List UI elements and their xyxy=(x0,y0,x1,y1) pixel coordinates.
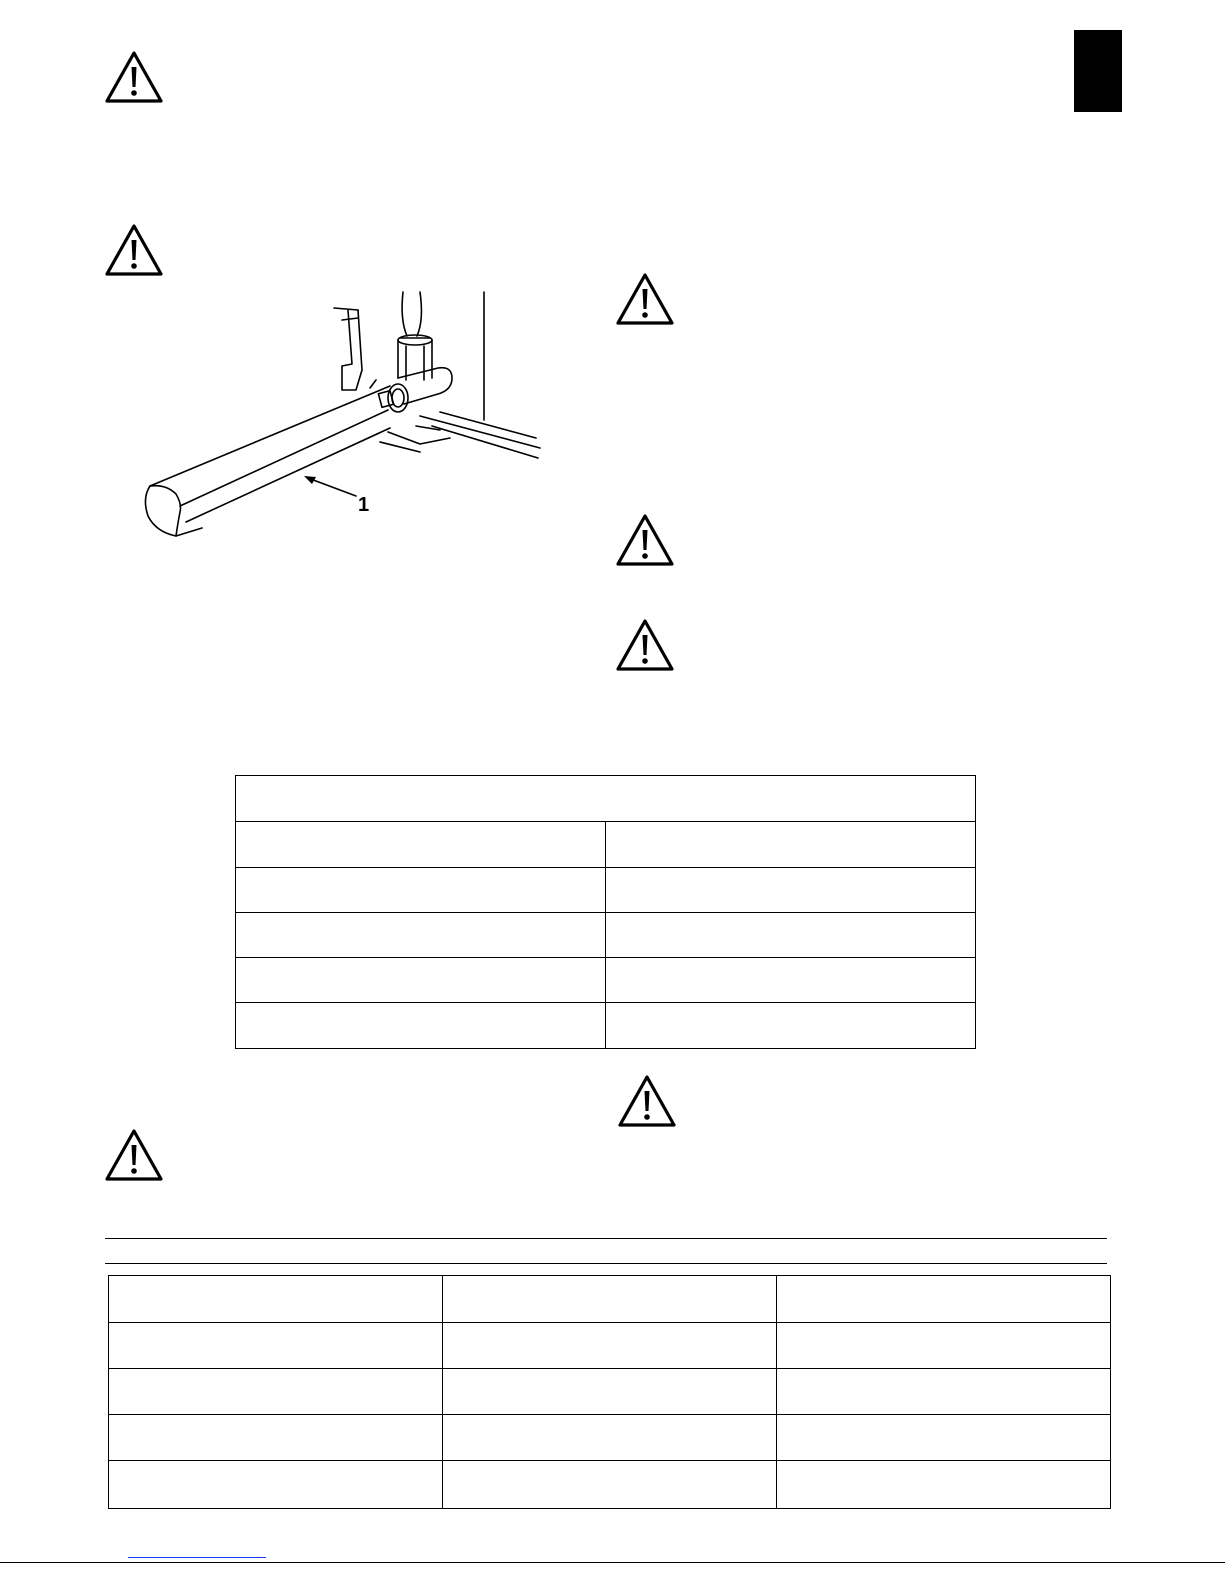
table-cell xyxy=(606,868,976,913)
table-cell xyxy=(606,1003,976,1049)
table-cell xyxy=(777,1323,1111,1369)
table-cell xyxy=(443,1369,777,1415)
warning-triangle-icon xyxy=(615,272,675,326)
table-cell xyxy=(443,1415,777,1461)
table-cell xyxy=(236,958,606,1003)
footer-rule xyxy=(0,1562,1225,1563)
table-cell xyxy=(109,1461,443,1509)
table-cell xyxy=(109,1415,443,1461)
lower-table xyxy=(108,1275,1111,1509)
table-cell xyxy=(606,822,976,868)
table-cell xyxy=(109,1276,443,1323)
table-cell xyxy=(443,1276,777,1323)
table-cell xyxy=(443,1461,777,1509)
warning-triangle-icon xyxy=(615,513,675,567)
section-rule xyxy=(105,1263,1107,1264)
table-header-cell xyxy=(236,776,976,822)
warning-triangle-icon xyxy=(104,1128,164,1182)
appliance-illustration xyxy=(120,280,550,550)
table-cell xyxy=(777,1415,1111,1461)
warning-triangle-icon xyxy=(615,618,675,672)
table-cell xyxy=(109,1369,443,1415)
table-cell xyxy=(236,913,606,958)
warning-triangle-icon xyxy=(104,223,164,277)
warning-triangle-icon xyxy=(617,1074,677,1128)
table-cell xyxy=(443,1323,777,1369)
language-tab-marker xyxy=(1074,30,1122,112)
table-cell xyxy=(606,958,976,1003)
table-cell xyxy=(606,913,976,958)
warning-triangle-icon xyxy=(104,50,164,104)
table-cell xyxy=(777,1369,1111,1415)
table-cell xyxy=(236,868,606,913)
footer-link-underline[interactable] xyxy=(128,1557,266,1558)
table-cell xyxy=(777,1461,1111,1509)
table-cell xyxy=(777,1276,1111,1323)
table-cell xyxy=(236,1003,606,1049)
table-cell xyxy=(109,1323,443,1369)
table-cell xyxy=(236,822,606,868)
section-rule xyxy=(105,1238,1107,1239)
figure-callout-label: 1 xyxy=(358,494,370,516)
upper-table xyxy=(235,775,976,1049)
